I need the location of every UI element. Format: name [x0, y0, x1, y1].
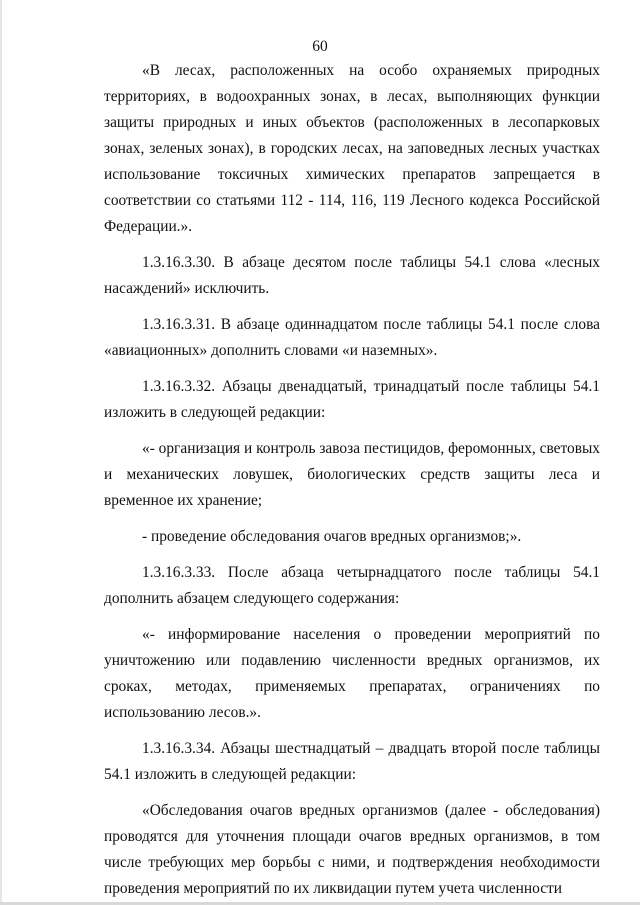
page-left-edge	[0, 0, 2, 905]
paragraph-1-3-16-3-31: 1.3.16.3.31. В абзаце одиннадцатом после таблицы 54.1 после слова «авиационных» дополнить словами «и наземных».	[104, 316, 600, 359]
paragraph-quote-forest-protection: «В лесах, расположенных на особо охраняемых природных территориях, в водоохранных зонах, в лесах, выполняющих функции защиты природных и иных объектов (расположенных в лесопарковых зонах, зеленых зонах), в городских лесах, на заповедных лесных участках использование токсичных химических препаратов запрещается в соответствии со статьями 112 - 114, 116, 119 Лесного кодекса Российской Федерации.».	[104, 62, 600, 235]
paragraph-quote-inspections: «Обследования очагов вредных организмов (далее - обследования) проводятся для уточнения площади очагов вредных организмов, в том числе требующих мер борьбы с ними, и подтверждения необходимости проведения мероприятий по их ликвидации путем учета численности	[104, 802, 600, 897]
paragraph-1-3-16-3-30: 1.3.16.3.30. В абзаце десятом после таблицы 54.1 слова «лесных насаждений» исключить.	[104, 254, 600, 297]
paragraph-quote-pesticide-control: «- организация и контроль завоза пестицидов, феромонных, световых и механических ловушек, биологических средств защиты леса и временное их хранение;	[104, 440, 600, 509]
paragraph-quote-public-information: «- информирование населения о проведении мероприятий по уничтожению или подавлению численности вредных организмов, их сроках, методах, применяемых препаратах, ограничениях по использованию лесов.».	[104, 626, 600, 721]
paragraph-1-3-16-3-34: 1.3.16.3.34. Абзацы шестнадцатый – двадцать второй после таблицы 54.1 изложить в следующей редакции:	[104, 740, 600, 783]
paragraph-1-3-16-3-33: 1.3.16.3.33. После абзаца четырнадцатого после таблицы 54.1 дополнить абзацем следующего содержания:	[104, 564, 600, 607]
paragraph-1-3-16-3-32: 1.3.16.3.32. Абзацы двенадцатый, тринадцатый после таблицы 54.1 изложить в следующей редакции:	[104, 378, 600, 421]
paragraph-quote-inspection: - проведение обследования очагов вредных организмов;».	[142, 528, 522, 545]
document-body	[104, 58, 600, 902]
page-number: 60	[312, 38, 328, 55]
